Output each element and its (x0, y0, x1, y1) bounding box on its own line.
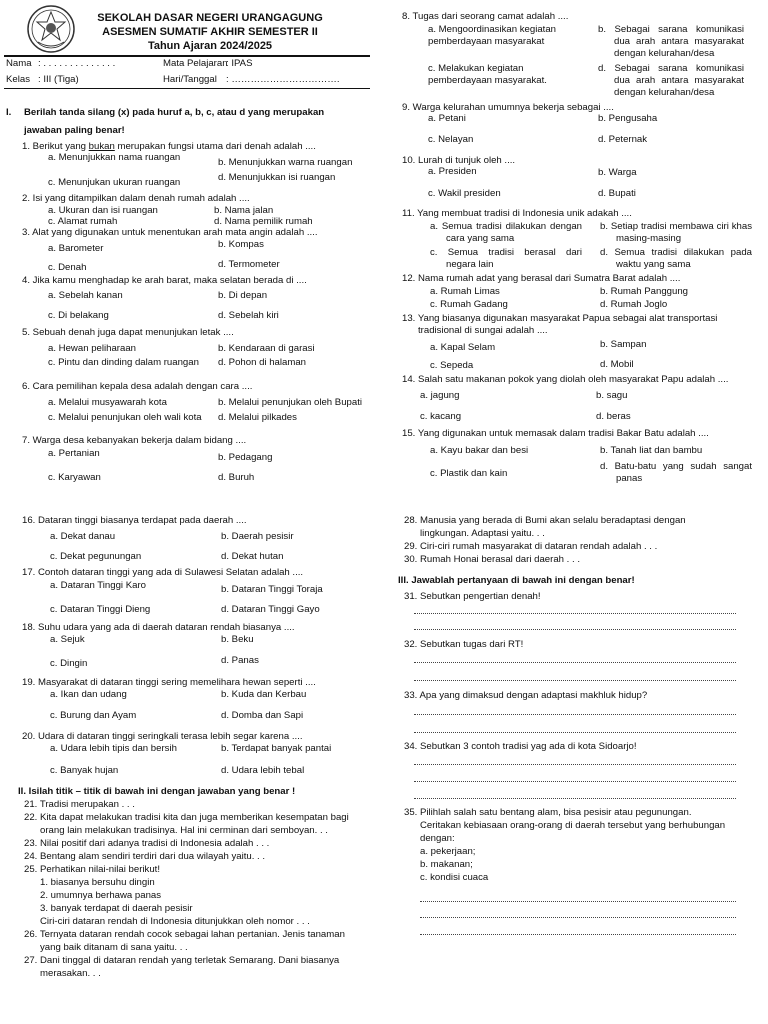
school-emblem-logo (26, 4, 76, 54)
q11-text: 11. Yang membuat tradisi di Indonesia unik adakah .... (402, 208, 632, 219)
section3-title: III. Jawablah pertanyaan di bawah ini dengan benar! (398, 575, 635, 586)
q19-text: 19. Masyarakat di dataran tinggi sering memelihara hewan seperti .... (22, 677, 316, 688)
q12-option-c[interactable]: c. Rumah Gadang (430, 299, 508, 310)
q9-text: 9. Warga kelurahan umumnya bekerja sebagai .... (402, 102, 614, 113)
school-year: Tahun Ajaran 2024/2025 (147, 40, 273, 52)
q15-option-c[interactable]: c. Plastik dan kain (430, 468, 508, 479)
q14-option-b[interactable]: b. sagu (596, 390, 628, 401)
q13-option-b[interactable]: b. Sampan (600, 339, 647, 350)
q34-answer-line-1[interactable] (414, 764, 736, 765)
q14-option-c[interactable]: c. kacang (420, 411, 462, 422)
q20-option-c[interactable]: c. Banyak hujan (50, 765, 119, 776)
q27-text-2: merasakan. . . (40, 968, 101, 979)
kelas-label: Kelas (6, 74, 30, 85)
q25-text: 25. Perhatikan nilai-nilai berikut! (24, 864, 160, 875)
q8-option-a[interactable]: a. Mengoordinasikan kegiatan pemberdayaan masyarakat (428, 24, 557, 47)
q6-text: 6. Cara pemilihan kepala desa adalah dengan cara .... (22, 381, 253, 392)
q7-option-a[interactable]: a. Pertanian (48, 448, 100, 459)
q11-option-b[interactable]: b. Setiap tradisi membawa ciri khas masing-masing (600, 221, 752, 244)
q4-text: 4. Jika kamu menghadap ke arah barat, maka selatan berada di .... (22, 275, 307, 286)
q27-text: 27. Dani tinggal di dataran rendah yang terletak Semarang. Dani biasanya (24, 955, 340, 966)
q1-option-b[interactable]: b. Menunjukkan warna ruangan (218, 157, 353, 168)
q17-option-c[interactable]: c. Dataran Tinggi Dieng (50, 604, 151, 615)
q18-option-c[interactable]: c. Dingin (50, 658, 88, 669)
q3-text: 3. Alat yang digunakan untuk menentukan arah mata angin adalah .... (22, 227, 318, 238)
q5-text: 5. Sebuah denah juga dapat menunjukan letak .... (22, 327, 234, 338)
q5-option-a[interactable]: a. Hewan peliharaan (48, 343, 137, 354)
q31-answer-line-1[interactable] (414, 613, 736, 614)
q26-text-2: yang baik ditanam di sana yaitu. . . (40, 942, 188, 953)
hari-label: Hari/Tanggal (163, 74, 217, 85)
q13-option-a[interactable]: a. Kapal Selam (430, 342, 496, 353)
q14-option-d[interactable]: d. beras (596, 411, 631, 422)
q25-item-1: 1. biasanya bersuhu dingin (40, 877, 155, 888)
q23-text: 23. Nilai positif dari adanya tradisi di Indonesia adalah . . . (24, 838, 270, 849)
q6-option-b[interactable]: b. Melalui penunjukan oleh Bupati (218, 397, 363, 408)
q22-text: 22. Kita dapat melakukan tradisi kita dan juga memberikan kesempatan bagi (24, 812, 349, 823)
q2-option-a[interactable]: a. Ukuran dan isi ruangan (48, 205, 158, 216)
q16-option-d[interactable]: d. Dekat hutan (221, 551, 284, 562)
q20-text: 20. Udara di dataran tinggi seringkali terasa lebih segar karena .... (22, 731, 303, 742)
q4-option-a[interactable]: a. Sebelah kanan (48, 290, 123, 301)
q1-option-c[interactable]: c. Menunjukan ukuran ruangan (48, 177, 181, 188)
q16-text: 16. Dataran tinggi biasanya terdapat pada daerah .... (22, 515, 247, 526)
q6-option-c[interactable]: c. Melalui penunjukan oleh wali kota (48, 412, 202, 423)
q12-text: 12. Nama rumah adat yang berasal dari Sumatra Barat adalah .... (402, 273, 681, 284)
q24-text: 24. Bentang alam sendiri terdiri dari dua wilayah yaitu. . . (24, 851, 266, 862)
q35-text-2: Ceritakan kebiasaan orang-orang di daerah tersebut yang berhubungan (420, 820, 726, 831)
exam-title: ASESMEN SUMATIF AKHIR SEMESTER II (102, 26, 318, 38)
header-rule (4, 55, 370, 57)
q9-option-b[interactable]: b. Pengusaha (598, 113, 658, 124)
q31-text: 31. Sebutkan pengertian denah! (404, 591, 541, 602)
section2-title: II. Isilah titik – titik di bawah ini dengan jawaban yang benar ! (18, 786, 296, 797)
q20-option-a[interactable]: a. Udara lebih tipis dan bersih (50, 743, 177, 754)
q29-text: 29. Ciri-ciri rumah masyarakat di dataran rendah adalah . . . (404, 541, 658, 552)
nama-label: Nama (6, 58, 32, 69)
q35-answer-line-2[interactable] (420, 917, 736, 918)
q4-option-c[interactable]: c. Di belakang (48, 310, 109, 321)
q11-option-c[interactable]: c. Semua tradisi berasal dari negara lain (430, 247, 582, 270)
q1-option-d[interactable]: d. Menunjukkan isi ruangan (218, 172, 336, 183)
q35-item-a: a. pekerjaan; (420, 846, 476, 857)
q9-option-d[interactable]: d. Peternak (598, 134, 648, 145)
q12-option-a[interactable]: a. Rumah Limas (430, 286, 500, 297)
q15-text: 15. Yang digunakan untuk memasak dalam tradisi Bakar Batu adalah .... (402, 428, 709, 439)
section1-number: I. (6, 107, 12, 118)
q2-option-d[interactable]: d. Nama pemilik rumah (214, 216, 313, 227)
q5-option-d[interactable]: d. Pohon di halaman (218, 357, 307, 368)
q11-option-a[interactable]: a. Semua tradisi dilakukan dengan cara yang sama (430, 221, 582, 244)
q28-text: 28. Manusia yang berada di Bumi akan selalu beradaptasi dengan (404, 515, 686, 526)
q1-text: 1. Berikut yang bukan merupakan fungsi utama dari denah adalah .... (22, 141, 316, 152)
q32-text: 32. Sebutkan tugas dari RT! (404, 639, 524, 650)
q2-text: 2. Isi yang ditampilkan dalam denah rumah adalah .... (22, 193, 250, 204)
section1-instruction: Berilah tanda silang (x) pada huruf a, b, c, atau d yang merupakan (24, 107, 325, 118)
q16-option-a[interactable]: a. Dekat danau (50, 531, 116, 542)
q26-text: 26. Ternyata dataran rendah cocok sebagai lahan pertanian. Jenis tanaman (24, 929, 345, 940)
q7-option-c[interactable]: c. Karyawan (48, 472, 101, 483)
q33-text: 33. Apa yang dimaksud dengan adaptasi makhluk hidup? (404, 690, 648, 701)
q21-text: 21. Tradisi merupakan . . . (24, 799, 135, 810)
q17-text: 17. Contoh dataran tinggi yang ada di Sulawesi Selatan adalah .... (22, 567, 304, 578)
q33-answer-line-1[interactable] (414, 714, 736, 715)
q12-option-d[interactable]: d. Rumah Joglo (600, 299, 668, 310)
q7-text: 7. Warga desa kebanyakan bekerja dalam bidang .... (22, 435, 247, 446)
q10-option-b[interactable]: b. Warga (598, 167, 637, 178)
q32-answer-line-1[interactable] (414, 662, 736, 663)
q16-option-b[interactable]: b. Daerah pesisir (221, 531, 294, 542)
q35-answer-line-1[interactable] (420, 901, 736, 902)
kelas-value: : III (Tiga) (38, 74, 79, 85)
q5-option-b[interactable]: b. Kendaraan di garasi (218, 343, 315, 354)
q14-text: 14. Salah satu makanan pokok yang diolah oleh masyarakat Papu adalah .... (402, 374, 729, 385)
q17-option-b[interactable]: b. Dataran Tinggi Toraja (221, 584, 323, 595)
q18-option-a[interactable]: a. Sejuk (50, 634, 85, 645)
q9-option-c[interactable]: c. Nelayan (428, 134, 474, 145)
q10-text: 10. Lurah di tunjuk oleh .... (402, 155, 516, 166)
mapel-value: : IPAS (226, 58, 253, 69)
q19-option-d[interactable]: d. Domba dan Sapi (221, 710, 304, 721)
q25-item-2: 2. umumnya berhawa panas (40, 890, 162, 901)
q12-option-b[interactable]: b. Rumah Panggung (600, 286, 689, 297)
q15-option-a[interactable]: a. Kayu bakar dan besi (430, 445, 529, 456)
q18-option-d[interactable]: d. Panas (221, 655, 259, 666)
q3-option-b[interactable]: b. Kompas (218, 239, 264, 250)
q18-option-b[interactable]: b. Beku (221, 634, 254, 645)
q19-option-c[interactable]: c. Burung dan Ayam (50, 710, 137, 721)
q18-text: 18. Suhu udara yang ada di daerah dataran rendah biasanya .... (22, 622, 295, 633)
q6-option-a[interactable]: a. Melalui musyawarah kota (48, 397, 167, 408)
q22-text-2: orang lain melakukan tradisinya. Hal ini cerminan dari semboyan. . . (40, 825, 328, 836)
q10-option-c[interactable]: c. Wakil presiden (428, 188, 501, 199)
q33-answer-line-2[interactable] (414, 732, 736, 733)
q16-option-c[interactable]: c. Dekat pegunungan (50, 551, 142, 562)
q7-option-d[interactable]: d. Buruh (218, 472, 255, 483)
q30-text: 30. Rumah Honai berasal dari daerah . . . (404, 554, 580, 565)
q35-answer-line-3[interactable] (420, 934, 736, 935)
section1-instruction-2: jawaban paling benar! (24, 125, 125, 136)
q34-text: 34. Sebutkan 3 contoh tradisi yag ada di kota Sidoarjo! (404, 741, 637, 752)
q13-text-2: tradisional di sungai adalah .... (418, 325, 548, 336)
q35-text: 35. Pilihlah salah satu bentang alam, bisa pesisir atau pegunungan. (404, 807, 692, 818)
q2-option-b[interactable]: b. Nama jalan (214, 205, 274, 216)
q10-option-a[interactable]: a. Presiden (428, 166, 477, 177)
q1-option-a[interactable]: a. Menunjukkan nama ruangan (48, 152, 181, 163)
q3-option-c[interactable]: c. Denah (48, 262, 87, 273)
q34-answer-line-3[interactable] (414, 798, 736, 799)
q2-option-c[interactable]: c. Alamat rumah (48, 216, 118, 227)
q13-option-c[interactable]: c. Sepeda (430, 360, 474, 371)
q4-option-b[interactable]: b. Di depan (218, 290, 268, 301)
q15-option-b[interactable]: b. Tanah liat dan bambu (600, 445, 703, 456)
q17-option-a[interactable]: a. Dataran Tinggi Karo (50, 580, 146, 591)
q25-question: Ciri-ciri dataran rendah di Indonesia ditunjukkan oleh nomor . . . (40, 916, 310, 927)
q35-item-b: b. makanan; (420, 859, 473, 870)
q10-option-d[interactable]: d. Bupati (598, 188, 636, 199)
q11-option-d[interactable]: d. Semua tradisi dilakukan pada waktu yang sama (600, 247, 752, 270)
q13-text: 13. Yang biasanya digunakan masyarakat Papua sebagai alat transportasi (402, 313, 718, 324)
q3-option-a[interactable]: a. Barometer (48, 243, 104, 254)
q32-answer-line-2[interactable] (414, 680, 736, 681)
q35-item-c: c. kondisi cuaca (420, 872, 489, 883)
q20-option-d[interactable]: d. Udara lebih tebal (221, 765, 305, 776)
nama-field[interactable]: : . . . . . . . . . . . . . . (38, 58, 116, 69)
q20-option-b[interactable]: b. Terdapat banyak pantai (221, 743, 332, 754)
q8-option-b[interactable]: b. Sebagai sarana komunikasi dua arah antara masyarakat dengan kelurahan/desa (598, 24, 744, 59)
q35-text-3: dengan: (420, 833, 455, 844)
q9-option-a[interactable]: a. Petani (428, 113, 466, 124)
q8-text: 8. Tugas dari seorang camat adalah .... (402, 11, 569, 22)
q34-answer-line-2[interactable] (414, 781, 736, 782)
q31-answer-line-2[interactable] (414, 629, 736, 630)
q8-option-d[interactable]: d. Sebagai sarana komunikasi dua arah antara masyarakat dengan kelurahan/desa (598, 63, 744, 98)
q6-option-d[interactable]: d. Melalui pilkades (218, 412, 297, 423)
q17-option-d[interactable]: d. Dataran Tinggi Gayo (221, 604, 320, 615)
q19-option-a[interactable]: a. Ikan dan udang (50, 689, 127, 700)
school-name: SEKOLAH DASAR NEGERI URANGAGUNG (97, 12, 323, 24)
mapel-label: Mata Pelajaran (163, 58, 228, 69)
q4-option-d[interactable]: d. Sebelah kiri (218, 310, 279, 321)
q25-item-3: 3. banyak terdapat di daerah pesisir (40, 903, 193, 914)
q19-option-b[interactable]: b. Kuda dan Kerbau (221, 689, 307, 700)
q8-option-c[interactable]: c. Melakukan kegiatan pemberdayaan masyarakat. (428, 63, 547, 86)
q13-option-d[interactable]: d. Mobil (600, 359, 634, 370)
q3-option-d[interactable]: d. Termometer (218, 259, 280, 270)
q7-option-b[interactable]: b. Pedagang (218, 452, 273, 463)
header-rule-bottom (4, 88, 370, 89)
q14-option-a[interactable]: a. jagung (420, 390, 460, 401)
q15-option-d[interactable]: d. Batu-batu yang sudah sangat panas (600, 461, 752, 484)
q5-option-c[interactable]: c. Pintu dan dinding dalam ruangan (48, 357, 199, 368)
q28-text-2: lingkungan. Adaptasi yaitu. . . (420, 528, 545, 539)
hari-field[interactable]: : ……………………………. (226, 74, 340, 85)
